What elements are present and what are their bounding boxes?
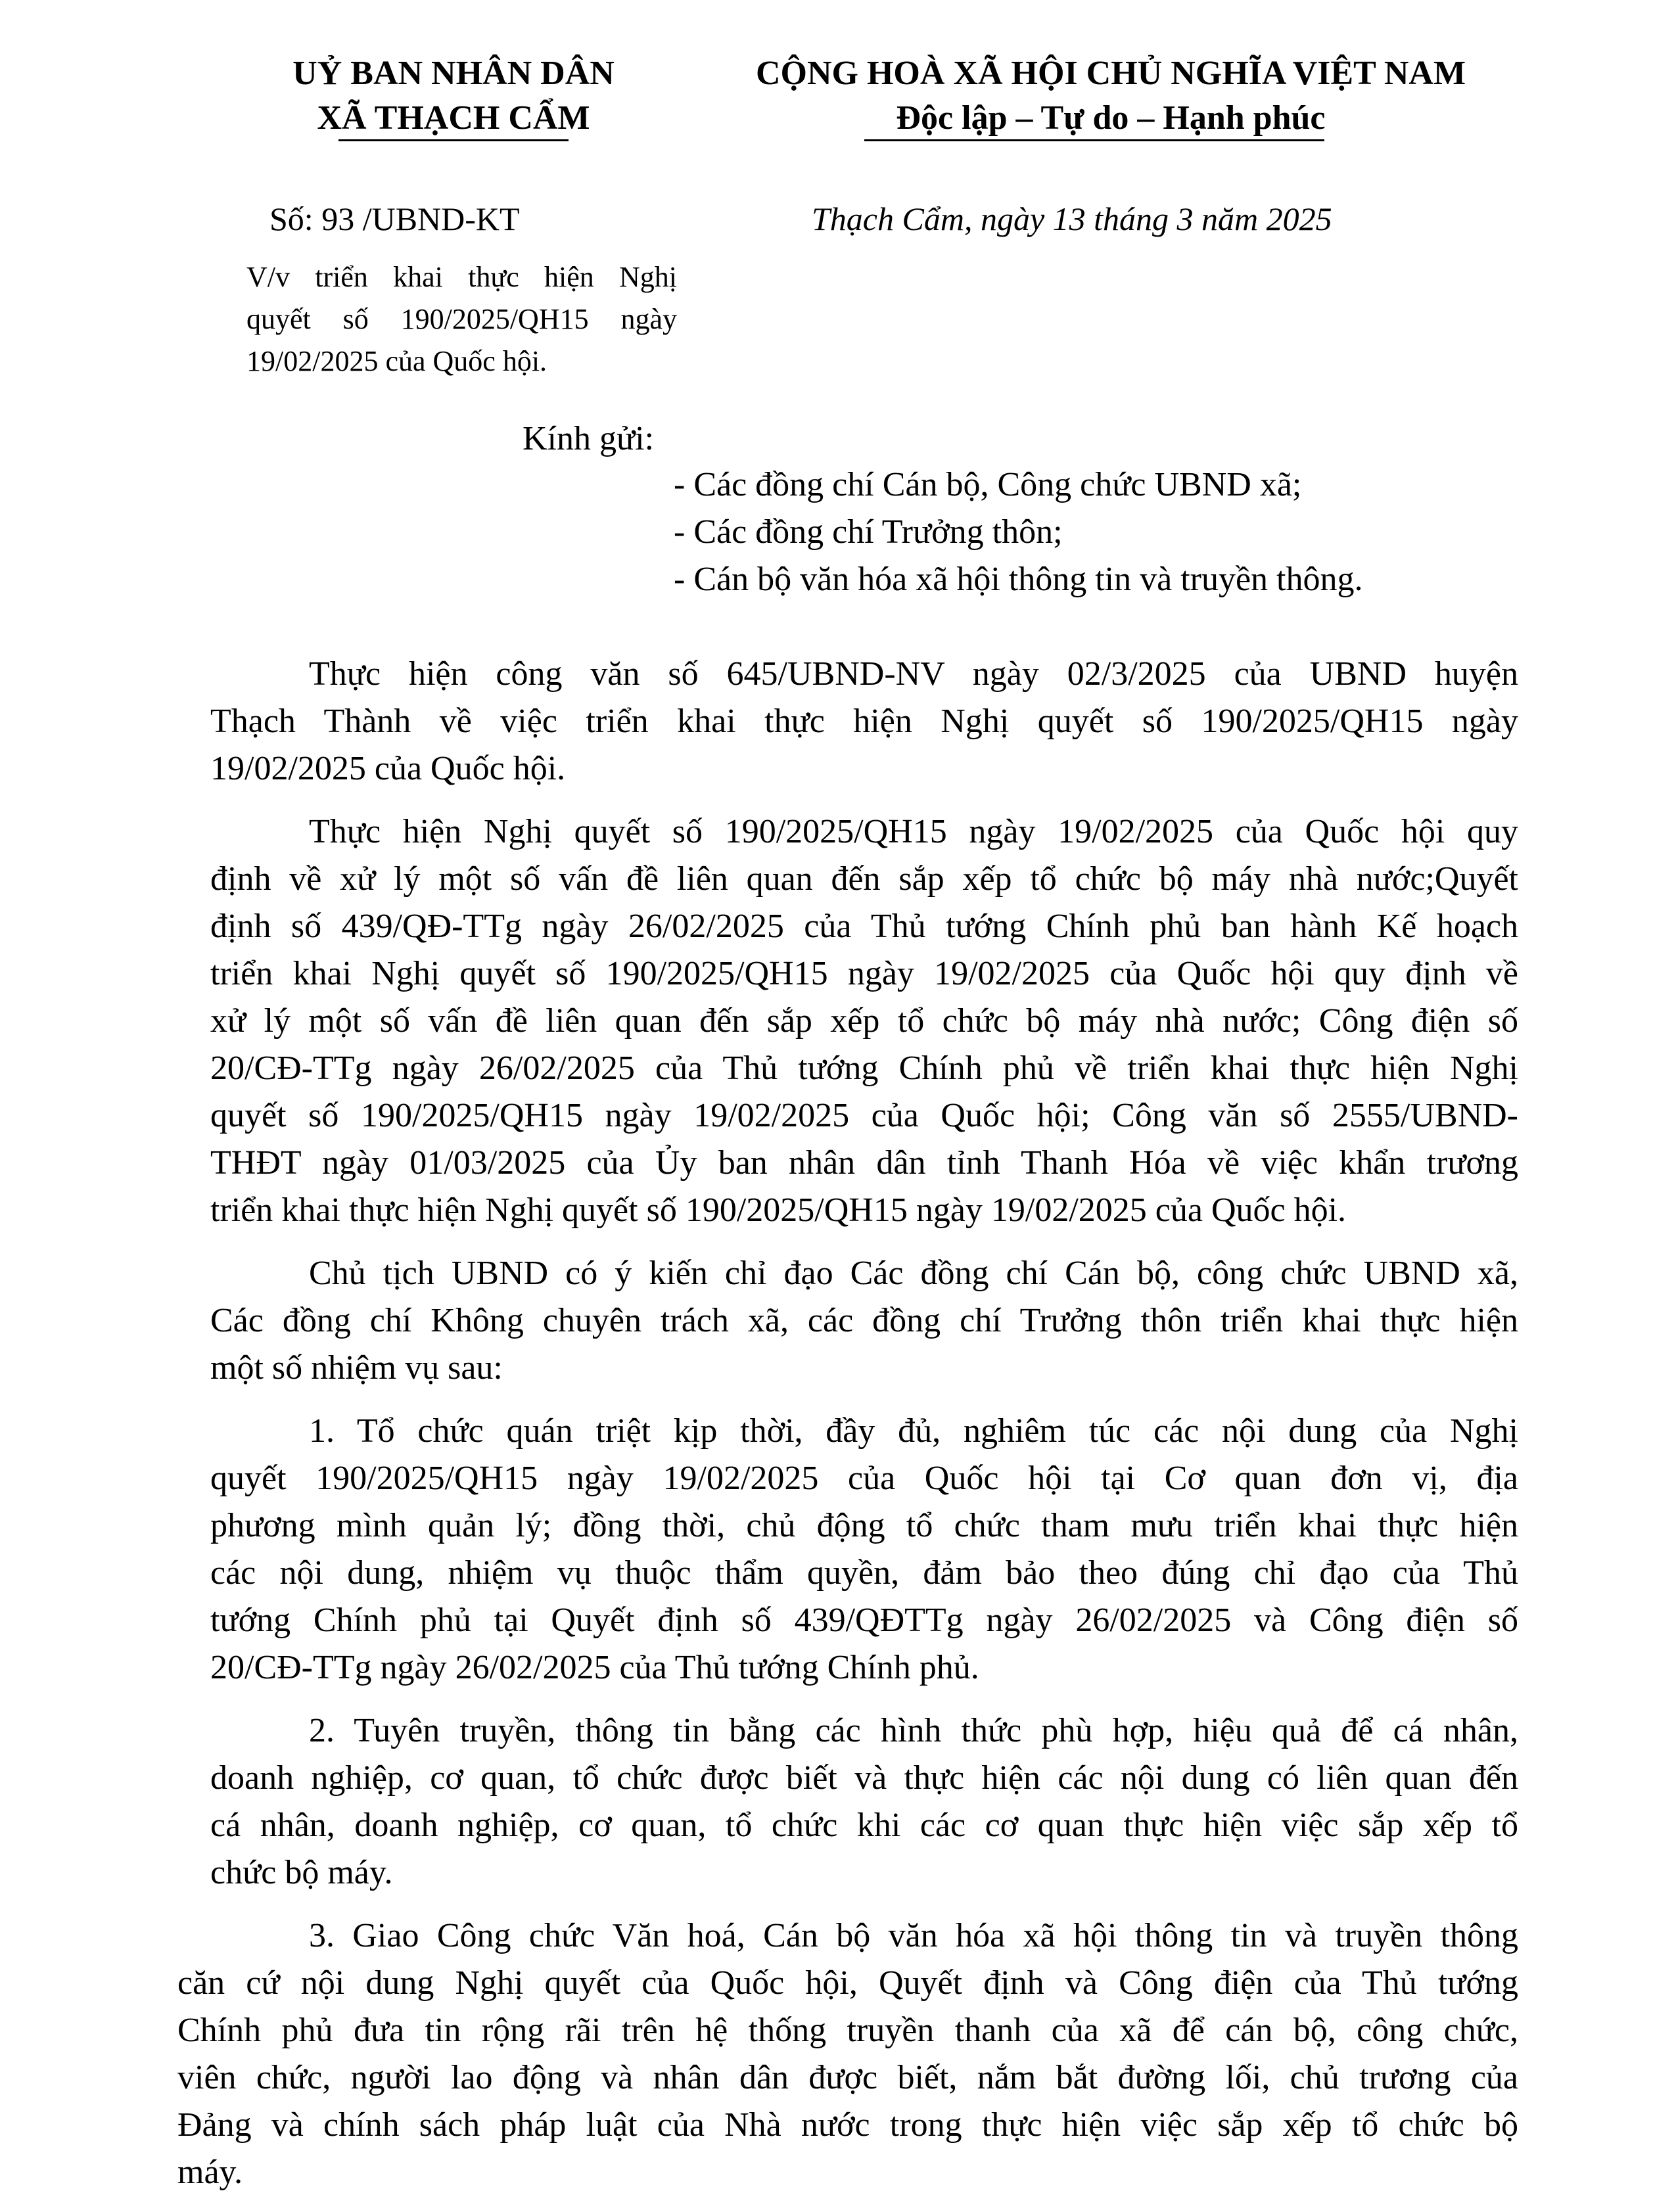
body-line: máy. <box>177 2154 243 2191</box>
body-line: Thạch Thành về việc triển khai thực hiện Nghị quyết số 190/2025/QH15 ngày <box>210 703 1518 740</box>
body-line: quyết số 190/2025/QH15 ngày 19/02/2025 của Quốc hội; Công văn số 2555/UBND- <box>210 1097 1518 1134</box>
national-motto: Độc lập – Tự do – Hạnh phúc <box>896 99 1326 137</box>
issuing-org-line2: XÃ THẠCH CẨM <box>317 99 590 137</box>
body-line: phương mình quản lý; đồng thời, chủ động tổ chức tham mưu triển khai thực hiện <box>210 1507 1518 1544</box>
body-line: 20/CĐ-TTg ngày 26/02/2025 của Thủ tướng Chính phủ. <box>210 1649 979 1686</box>
body-line: xử lý một số vấn đề liên quan đến sắp xếp tổ chức bộ máy nhà nước; Công điện số <box>210 1002 1518 1040</box>
document-body <box>177 651 1518 2212</box>
body-line: chức bộ máy. <box>210 1854 393 1891</box>
subject-line: V/v triển khai thực hiện Nghị <box>246 261 677 293</box>
motto-underline <box>864 139 1324 141</box>
recipient-item: - Các đồng chí Cán bộ, Công chức UBND xã; <box>674 466 1302 503</box>
body-line: Thực hiện Nghị quyết số 190/2025/QH15 ngày 19/02/2025 của Quốc hội quy <box>309 813 1518 850</box>
paragraph <box>210 1707 1518 1897</box>
subject <box>246 256 677 382</box>
body-line: định số 439/QĐ-TTg ngày 26/02/2025 của Thủ tướng Chính phủ ban hành Kế hoạch <box>210 908 1518 945</box>
body-line: Các đồng chí Không chuyên trách xã, các đồng chí Trưởng thôn triển khai thực hiện <box>210 1302 1518 1339</box>
body-line: quyết 190/2025/QH15 ngày 19/02/2025 của Quốc hội tại Cơ quan đơn vị, địa <box>210 1460 1518 1497</box>
recipient-item: - Các đồng chí Trưởng thôn; <box>674 513 1063 551</box>
paragraph <box>177 1912 1518 2196</box>
body-line: triển khai thực hiện Nghị quyết số 190/2025/QH15 ngày 19/02/2025 của Quốc hội. <box>210 1191 1347 1229</box>
body-line: 20/CĐ-TTg ngày 26/02/2025 của Thủ tướng Chính phủ về triển khai thực hiện Nghị <box>210 1049 1518 1087</box>
body-line: Đảng và chính sách pháp luật của Nhà nước trong thực hiện việc sắp xếp tổ chức bộ <box>177 2106 1518 2144</box>
salutation: Kính gửi: <box>523 420 655 457</box>
issuing-org <box>250 51 657 141</box>
body-line: THĐT ngày 01/03/2025 của Ủy ban nhân dân tỉnh Thanh Hóa về việc khẩn trương <box>210 1144 1518 1182</box>
document-number: Số: 93 /UBND-KT <box>269 200 520 237</box>
body-line: định về xử lý một số vấn đề liên quan đến sắp xếp tổ chức bộ máy nhà nước;Quyết <box>210 860 1518 898</box>
body-line: triển khai Nghị quyết số 190/2025/QH15 ngày 19/02/2025 của Quốc hội quy định về <box>210 955 1518 992</box>
org-underline <box>338 139 569 141</box>
subject-line: quyết số 190/2025/QH15 ngày <box>246 303 677 335</box>
body-line: Chính phủ đưa tin rộng rãi trên hệ thống truyền thanh của xã để cán bộ, công chức, <box>177 2012 1518 2049</box>
recipient-item: - Cán bộ văn hóa xã hội thông tin và truyền thông. <box>674 561 1363 598</box>
body-line: 2. Tuyên truyền, thông tin bằng các hình thức phù hợp, hiệu quả để cá nhân, <box>309 1712 1518 1749</box>
body-line: 1. Tổ chức quán triệt kịp thời, đầy đủ, nghiêm túc các nội dung của Nghị <box>309 1412 1518 1450</box>
subject-line: 19/02/2025 của Quốc hội. <box>246 345 547 377</box>
place-date: Thạch Cẩm, ngày 13 tháng 3 năm 2025 <box>812 200 1332 237</box>
issuing-org-line1: UỶ BAN NHÂN DÂN <box>292 55 615 92</box>
paragraph <box>210 1250 1518 1392</box>
body-line: căn cứ nội dung Nghị quyết của Quốc hội, Quyết định và Công điện của Thủ tướng <box>177 1964 1518 2002</box>
body-line: một số nhiệm vụ sau: <box>210 1349 503 1387</box>
body-line: 19/02/2025 của Quốc hội. <box>210 750 566 787</box>
body-line: Chủ tịch UBND có ý kiến chỉ đạo Các đồng chí Cán bộ, công chức UBND xã, <box>309 1255 1518 1292</box>
paragraph <box>210 1408 1518 1692</box>
body-line: 3. Giao Công chức Văn hoá, Cán bộ văn hóa xã hội thông tin và truyền thông <box>309 1917 1518 1954</box>
body-line: viên chức, người lao động và nhân dân được biết, nắm bắt đường lối, chủ trương của <box>177 2059 1518 2096</box>
body-line: các nội dung, nhiệm vụ thuộc thẩm quyền, đảm bảo theo đúng chỉ đạo của Thủ <box>210 1554 1518 1592</box>
body-line: cá nhân, doanh nghiệp, cơ quan, tổ chức khi các cơ quan thực hiện việc sắp xếp tổ <box>210 1807 1518 1844</box>
body-line: Thực hiện công văn số 645/UBND-NV ngày 02/3/2025 của UBND huyện <box>309 655 1518 693</box>
paragraph <box>210 651 1518 793</box>
paragraph <box>210 808 1518 1234</box>
national-heading <box>703 51 1518 141</box>
recipient-list <box>674 461 1362 603</box>
body-line: tướng Chính phủ tại Quyết định số 439/QĐTTg ngày 26/02/2025 và Công điện số <box>210 1601 1518 1639</box>
national-name: CỘNG HOÀ XÃ HỘI CHỦ NGHĨA VIỆT NAM <box>755 55 1466 92</box>
body-line: doanh nghiệp, cơ quan, tổ chức được biết và thực hiện các nội dung có liên quan đến <box>210 1759 1518 1797</box>
